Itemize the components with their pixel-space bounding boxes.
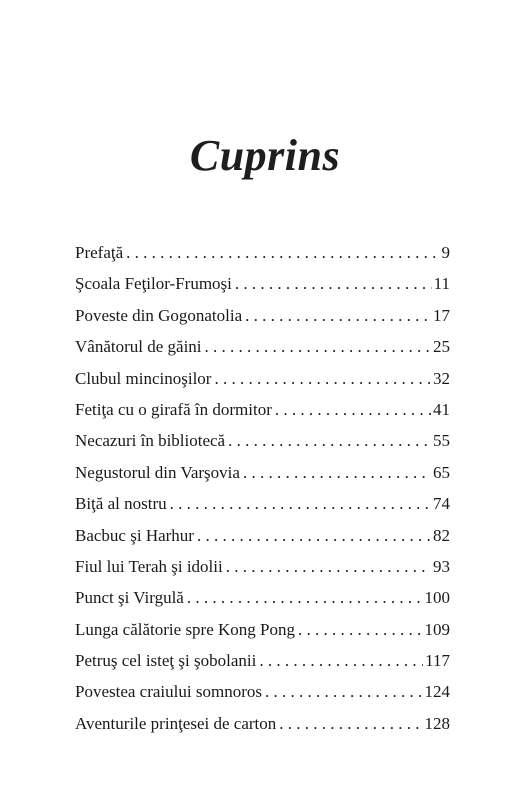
toc-entry-page: 100 <box>424 588 450 608</box>
dot-leader <box>170 488 431 519</box>
toc-entry-title: Clubul mincinoşilor <box>75 368 212 388</box>
toc-entry <box>75 457 450 488</box>
dot-leader <box>228 425 431 456</box>
toc-entry <box>75 237 450 268</box>
toc-entry-title: Poveste din Gogonatolia <box>75 305 243 325</box>
toc-entry <box>75 520 450 551</box>
dot-leader <box>245 300 431 331</box>
toc-entry <box>75 582 450 613</box>
toc-entry <box>75 300 450 331</box>
toc-entry <box>75 645 450 676</box>
toc-entry-title: Necazuri în bibliotecă <box>75 431 226 451</box>
toc-entry-title: Bacbuc şi Harhur <box>75 525 194 545</box>
toc-entry <box>75 708 450 739</box>
table-of-contents <box>75 237 450 739</box>
toc-entry-title: Vânătorul de găini <box>75 337 202 357</box>
page-title: Cuprins <box>189 131 341 180</box>
toc-entry-page: 41 <box>433 399 450 419</box>
dot-leader <box>235 268 432 299</box>
dot-leader <box>298 614 423 645</box>
dot-leader <box>265 676 423 707</box>
toc-entry <box>75 425 450 456</box>
toc-entry-page: 109 <box>424 619 450 639</box>
toc-entry-title: Şcoala Feţilor-Frumoşi <box>75 274 232 294</box>
toc-entry-title: Povestea craiului somnoros <box>75 682 262 702</box>
toc-entry-page: 124 <box>424 682 450 702</box>
toc-entry <box>75 394 450 425</box>
toc-entry-page: 74 <box>433 494 450 514</box>
toc-entry-page: 55 <box>433 431 450 451</box>
dot-leader <box>197 520 431 551</box>
toc-entry-page: 128 <box>424 713 450 733</box>
toc-entry-page: 93 <box>433 556 450 576</box>
toc-entry-page: 117 <box>425 651 450 671</box>
toc-entry <box>75 551 450 582</box>
dot-leader <box>187 582 423 613</box>
dot-leader <box>205 331 431 362</box>
toc-entry-title: Petruş cel isteţ şi şobolanii <box>75 651 257 671</box>
dot-leader <box>214 363 431 394</box>
toc-entry-page: 65 <box>433 462 450 482</box>
toc-entry-title: Fetiţa cu o girafă în dormitor <box>75 399 272 419</box>
dot-leader <box>279 708 422 739</box>
toc-entry-page: 82 <box>433 525 450 545</box>
toc-entry-page: 17 <box>433 305 450 325</box>
dot-leader <box>259 645 423 676</box>
toc-entry-page: 25 <box>433 337 450 357</box>
toc-entry-title: Prefaţă <box>75 243 124 262</box>
toc-entry-page: 11 <box>433 274 450 294</box>
toc-entry-title: Fiul lui Terah şi idolii <box>75 556 223 576</box>
toc-entry-page: 32 <box>433 368 450 388</box>
toc-entry <box>75 614 450 645</box>
toc-entry <box>75 676 450 707</box>
dot-leader <box>243 457 431 488</box>
toc-entry-title: Aventurile prinţesei de carton <box>75 713 277 733</box>
toc-entry-page: 9 <box>441 243 450 262</box>
toc-entry <box>75 488 450 519</box>
dot-leader <box>126 237 439 268</box>
dot-leader <box>275 394 431 425</box>
toc-entry-title: Biţă al nostru <box>75 494 167 514</box>
dot-leader <box>226 551 431 582</box>
toc-entry <box>75 331 450 362</box>
toc-entry-title: Lunga călătorie spre Kong Pong <box>75 619 295 639</box>
toc-entry <box>75 363 450 394</box>
toc-entry-title: Negustorul din Varşovia <box>75 462 240 482</box>
toc-entry <box>75 268 450 299</box>
toc-entry-title: Punct şi Virgulă <box>75 588 184 608</box>
